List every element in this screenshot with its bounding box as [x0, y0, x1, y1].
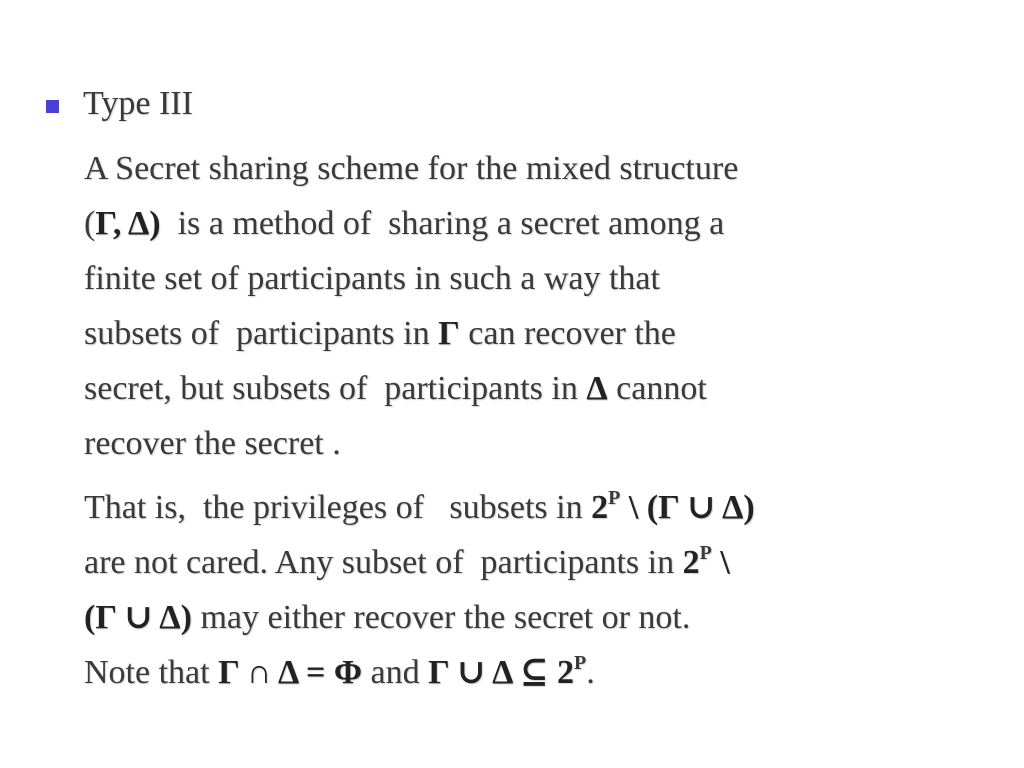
math-symbol: Γ [438, 315, 460, 352]
text-line [84, 251, 984, 306]
note-paragraph [84, 480, 984, 700]
text-line [84, 590, 984, 645]
bullet-title: Type III [83, 85, 193, 122]
math-symbol: \ (Γ ∪ Δ) [620, 489, 755, 526]
text-span: secret, but subsets of participants in [84, 370, 587, 407]
text-line [84, 535, 984, 590]
square-bullet-icon [46, 100, 59, 113]
superscript: P [608, 487, 621, 509]
text-span: That is, the privileges of subsets in [84, 489, 592, 526]
text-span: cannot [607, 370, 707, 407]
text-span: Note that [84, 654, 219, 691]
definition-paragraph [84, 141, 984, 471]
superscript: P [699, 542, 712, 564]
text-span: finite set of participants in such a way that [84, 260, 660, 297]
text-span: is a method of sharing a secret among a [160, 205, 725, 242]
text-line [84, 361, 984, 416]
superscript: P [574, 652, 587, 674]
math-symbol: \ [711, 544, 730, 581]
text-line [84, 141, 984, 196]
text-span: recover the secret . [84, 425, 341, 462]
text-line [84, 645, 984, 700]
text-span: . [586, 654, 595, 691]
text-span: subsets of participants in [84, 315, 439, 352]
text-span: are not cared. Any subset of participants in [84, 544, 683, 581]
text-span: ( [84, 205, 96, 242]
text-line [84, 416, 984, 471]
math-symbol: Γ ∪ Δ ⊆ 2 [428, 654, 575, 691]
text-line [84, 306, 984, 361]
text-span: can recover the [459, 315, 676, 352]
math-symbol: 2 [591, 489, 609, 526]
math-symbol: Γ ∩ Δ = Φ [218, 654, 363, 691]
text-line [84, 480, 984, 535]
text-span: A Secret sharing scheme for the mixed structure [84, 150, 739, 187]
text-span: may either recover the secret or not. [191, 599, 691, 636]
text-line [84, 196, 984, 251]
math-symbol: (Γ ∪ Δ) [84, 599, 192, 636]
math-symbol: 2 [682, 544, 700, 581]
math-symbol: Γ, Δ) [95, 205, 161, 242]
math-symbol: Δ [586, 370, 608, 407]
text-span: and [362, 654, 429, 691]
bullet-item [46, 80, 193, 128]
